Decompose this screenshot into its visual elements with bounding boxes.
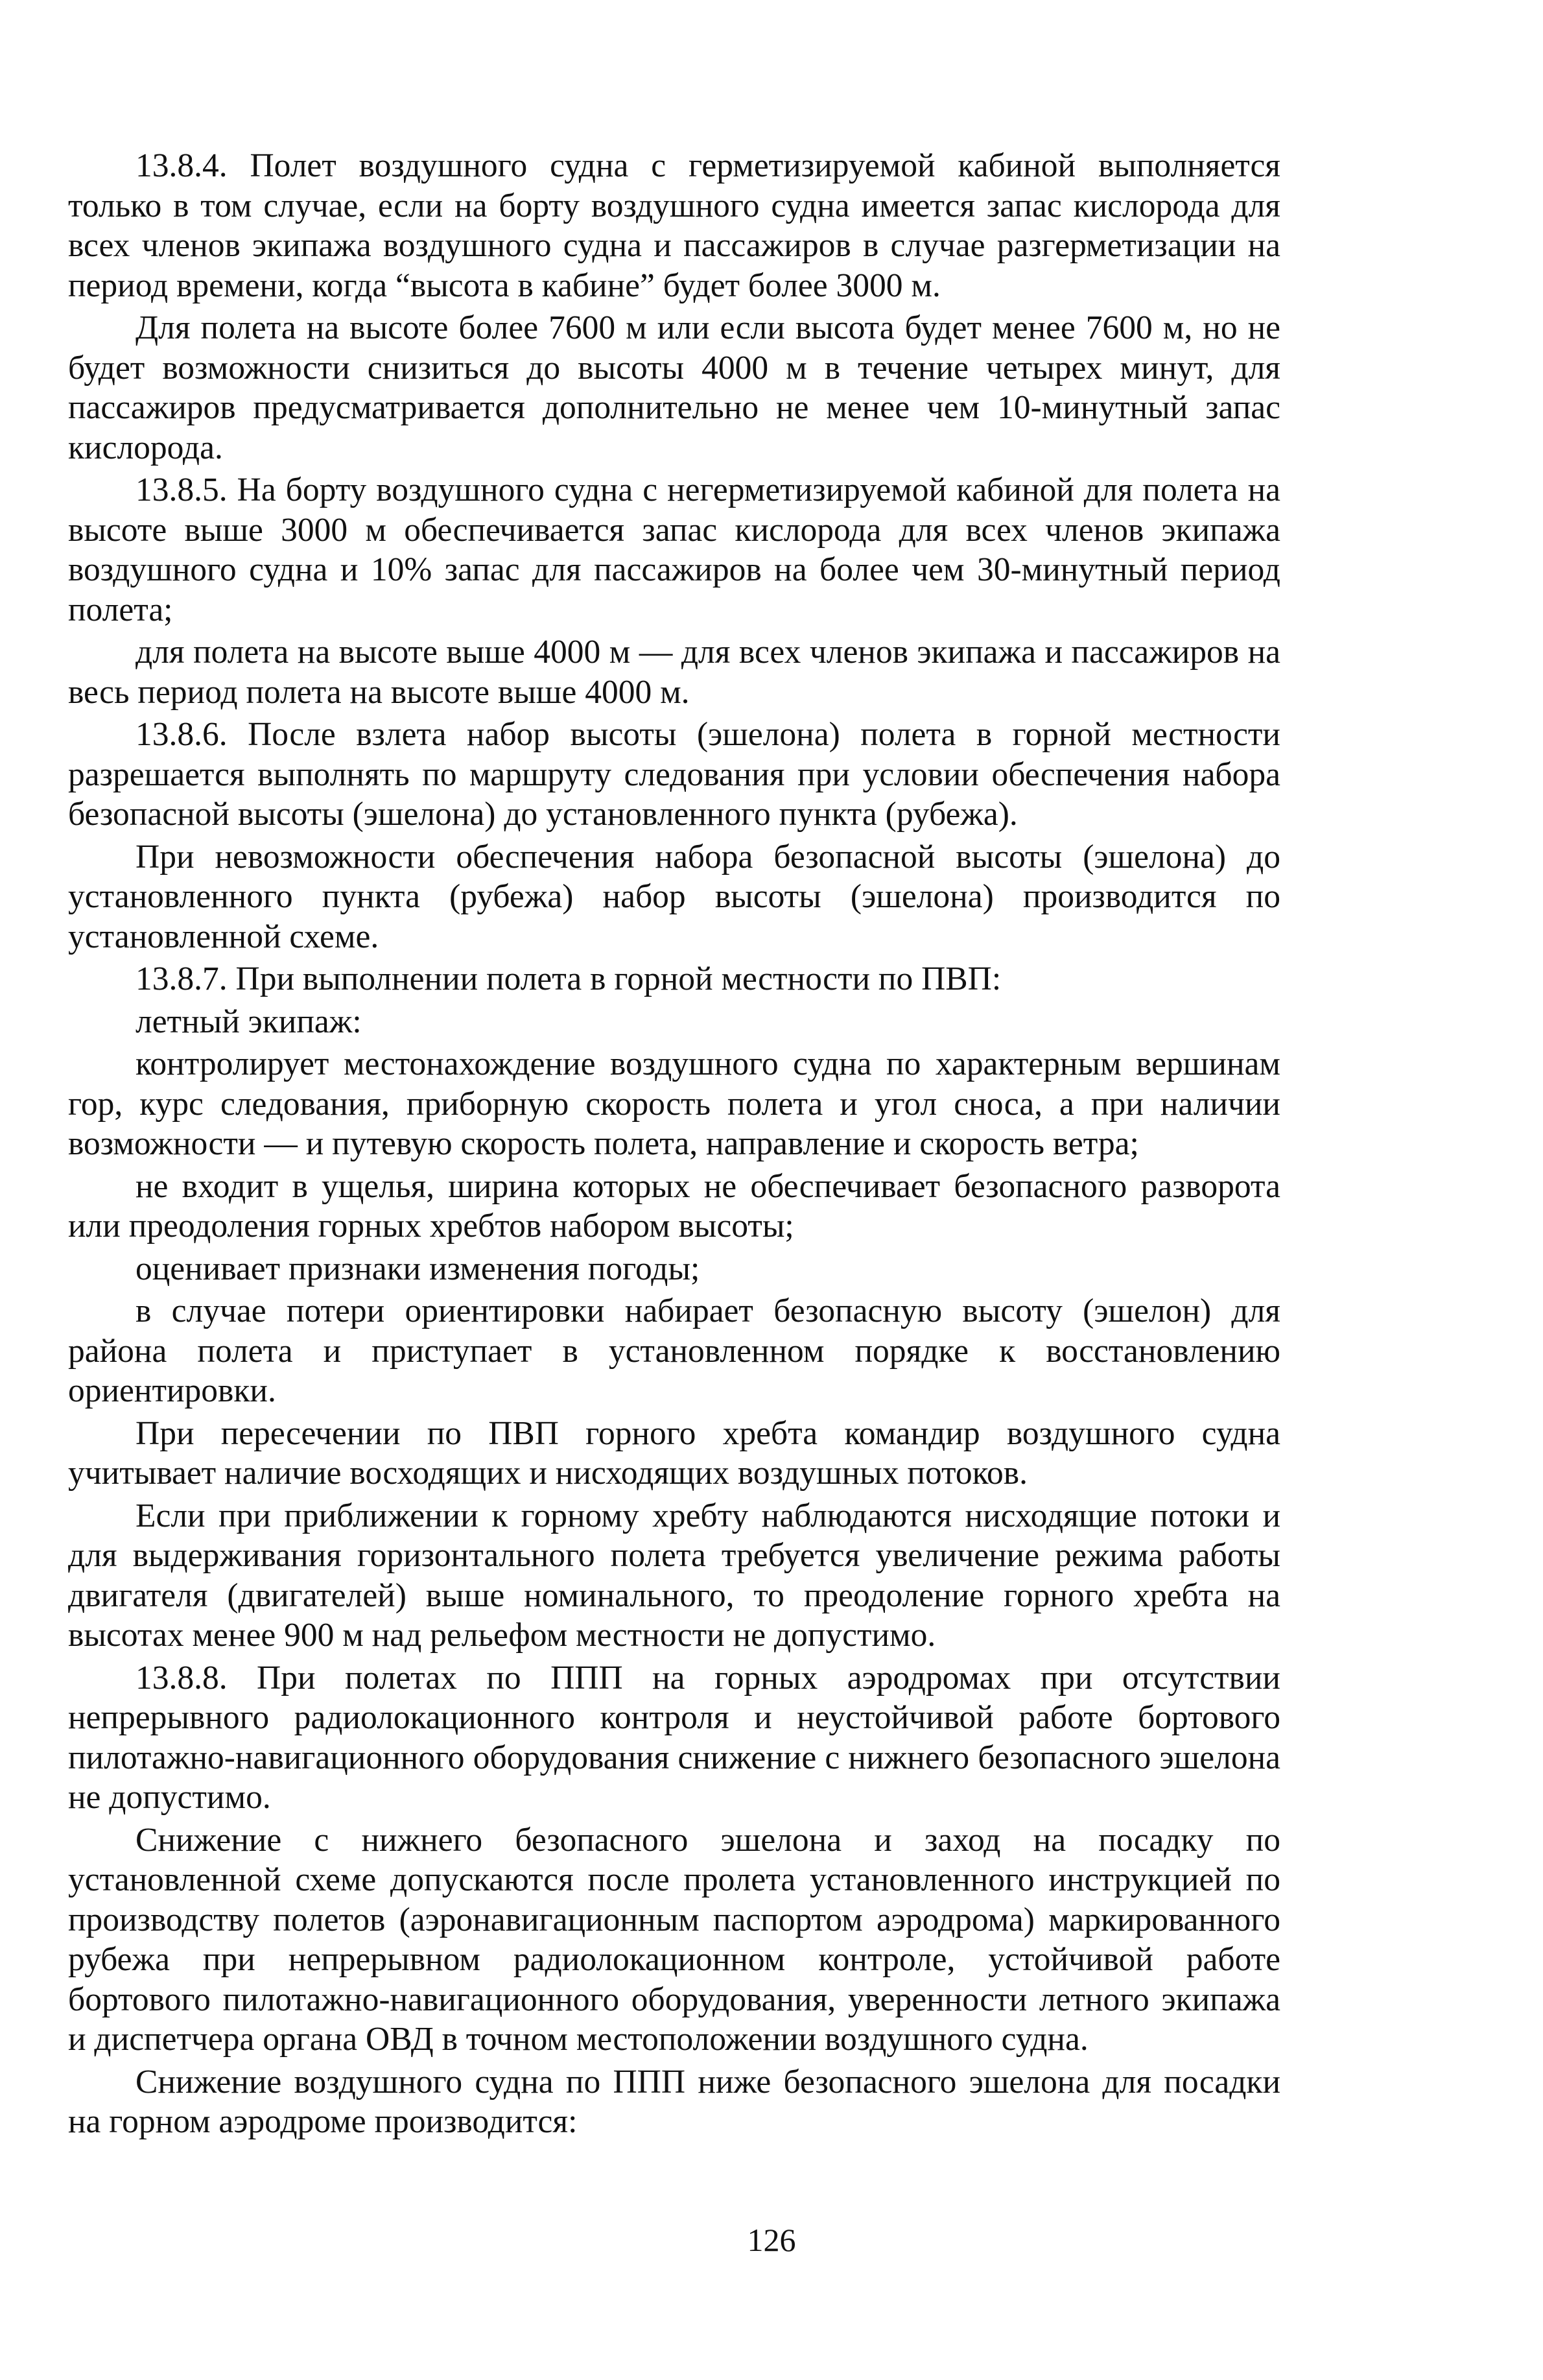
- paragraph-above-4000: для полета на высоте выше 4000 м — для всех членов экипажа и пассажиров на весь период полета на высоте выше 4000 м.: [68, 634, 1280, 711]
- paragraph-13-8-4: 13.8.4. Полет воздушного судна с герметизируемой кабиной выполняется только в том случае, если на борту воздушного судна имеется запас кислорода для всех членов экипажа воздушного судна и пассажиров в случае разгерметизации на период времени, когда “высота в кабине” будет более 3000 м.: [68, 147, 1280, 304]
- document-body: [68, 146, 1280, 2145]
- paragraph-controls-position: контролирует местонахождение воздушного судна по характерным вершинам гор, курс следования, приборную скорость полета и угол сноса, а при наличии возможности — и путевую скорость полета, направление и скорость ветра;: [68, 1045, 1280, 1162]
- paragraph-ridge-crossing: При пересечении по ПВП горного хребта командир воздушного судна учитывает наличие восходящих и нисходящих воздушных потоков.: [68, 1414, 1280, 1492]
- paragraph-13-8-5: 13.8.5. На борту воздушного судна с негерметизируемой кабиной для полета на высоте выше 3000 м обеспечивается запас кислорода для всех членов экипажа воздушного судна и 10% запас для пассажиров на более чем 30-минутный период полета;: [68, 471, 1280, 628]
- paragraph-descent-ifr: Снижение воздушного судна по ППП ниже безопасного эшелона для посадки на горном аэродроме производится:: [68, 2063, 1280, 2140]
- paragraph-gorges: не входит в ущелья, ширина которых не обеспечивает безопасного разворота или преодоления горных хребтов набором высоты;: [68, 1167, 1280, 1244]
- paragraph-above-7600: Для полета на высоте более 7600 м или если высота будет менее 7600 м, но не будет возможности снизиться до высоты 4000 м в течение четырех минут, для пассажиров предусматривается дополнительно не менее чем 10-минутный запас кислорода.: [68, 309, 1280, 466]
- paragraph-flight-crew: летный экипаж:: [135, 1003, 362, 1040]
- paragraph-lost-orientation: в случае потери ориентировки набирает безопасную высоту (эшелон) для района полета и приступает в установленном порядке к восстановлению ориентировки.: [68, 1292, 1280, 1409]
- paragraph-13-8-7: 13.8.7. При выполнении полета в горной местности по ПВП:: [135, 960, 1002, 997]
- paragraph-13-8-8: 13.8.8. При полетах по ППП на горных аэродромах при отсутствии непрерывного радиолокационного контроля и неустойчивой работе бортового пилотажно-навигационного оборудования снижение с нижнего безопасного эшелона не допустимо.: [68, 1659, 1280, 1816]
- page-number: 126: [747, 2222, 796, 2258]
- paragraph-weather: оценивает признаки изменения погоды;: [135, 1250, 700, 1287]
- paragraph-downdrafts: Если при приближении к горному хребту наблюдаются нисходящие потоки и для выдерживания горизонтального полета требуется увеличение режима работы двигателя (двигателей) выше номинального, то преодоление горного хребта на высотах менее 900 м над рельефом местности не допустимо.: [68, 1497, 1280, 1654]
- paragraph-descent-approach: Снижение с нижнего безопасного эшелона и заход на посадку по установленной схеме допускаются после пролета установленного инструкцией по производству полетов (аэронавигационным паспортом аэродрома) маркированного рубежа при непрерывном радиолокационном контроле, устойчивой работе бортового пилотажно-навигационного оборудования, уверенности летного экипажа и диспетчера органа ОВД в точном местоположении воздушного судна.: [68, 1821, 1280, 2058]
- paragraph-13-8-6: 13.8.6. После взлета набор высоты (эшелона) полета в горной местности разрешается выполнять по маршруту следования при условии обеспечения набора безопасной высоты (эшелона) до установленного пункта (рубежа).: [68, 716, 1280, 833]
- paragraph-climb-impossible: При невозможности обеспечения набора безопасной высоты (эшелона) до установленного пункта (рубежа) набор высоты (эшелона) производится по установленной схеме.: [68, 838, 1280, 955]
